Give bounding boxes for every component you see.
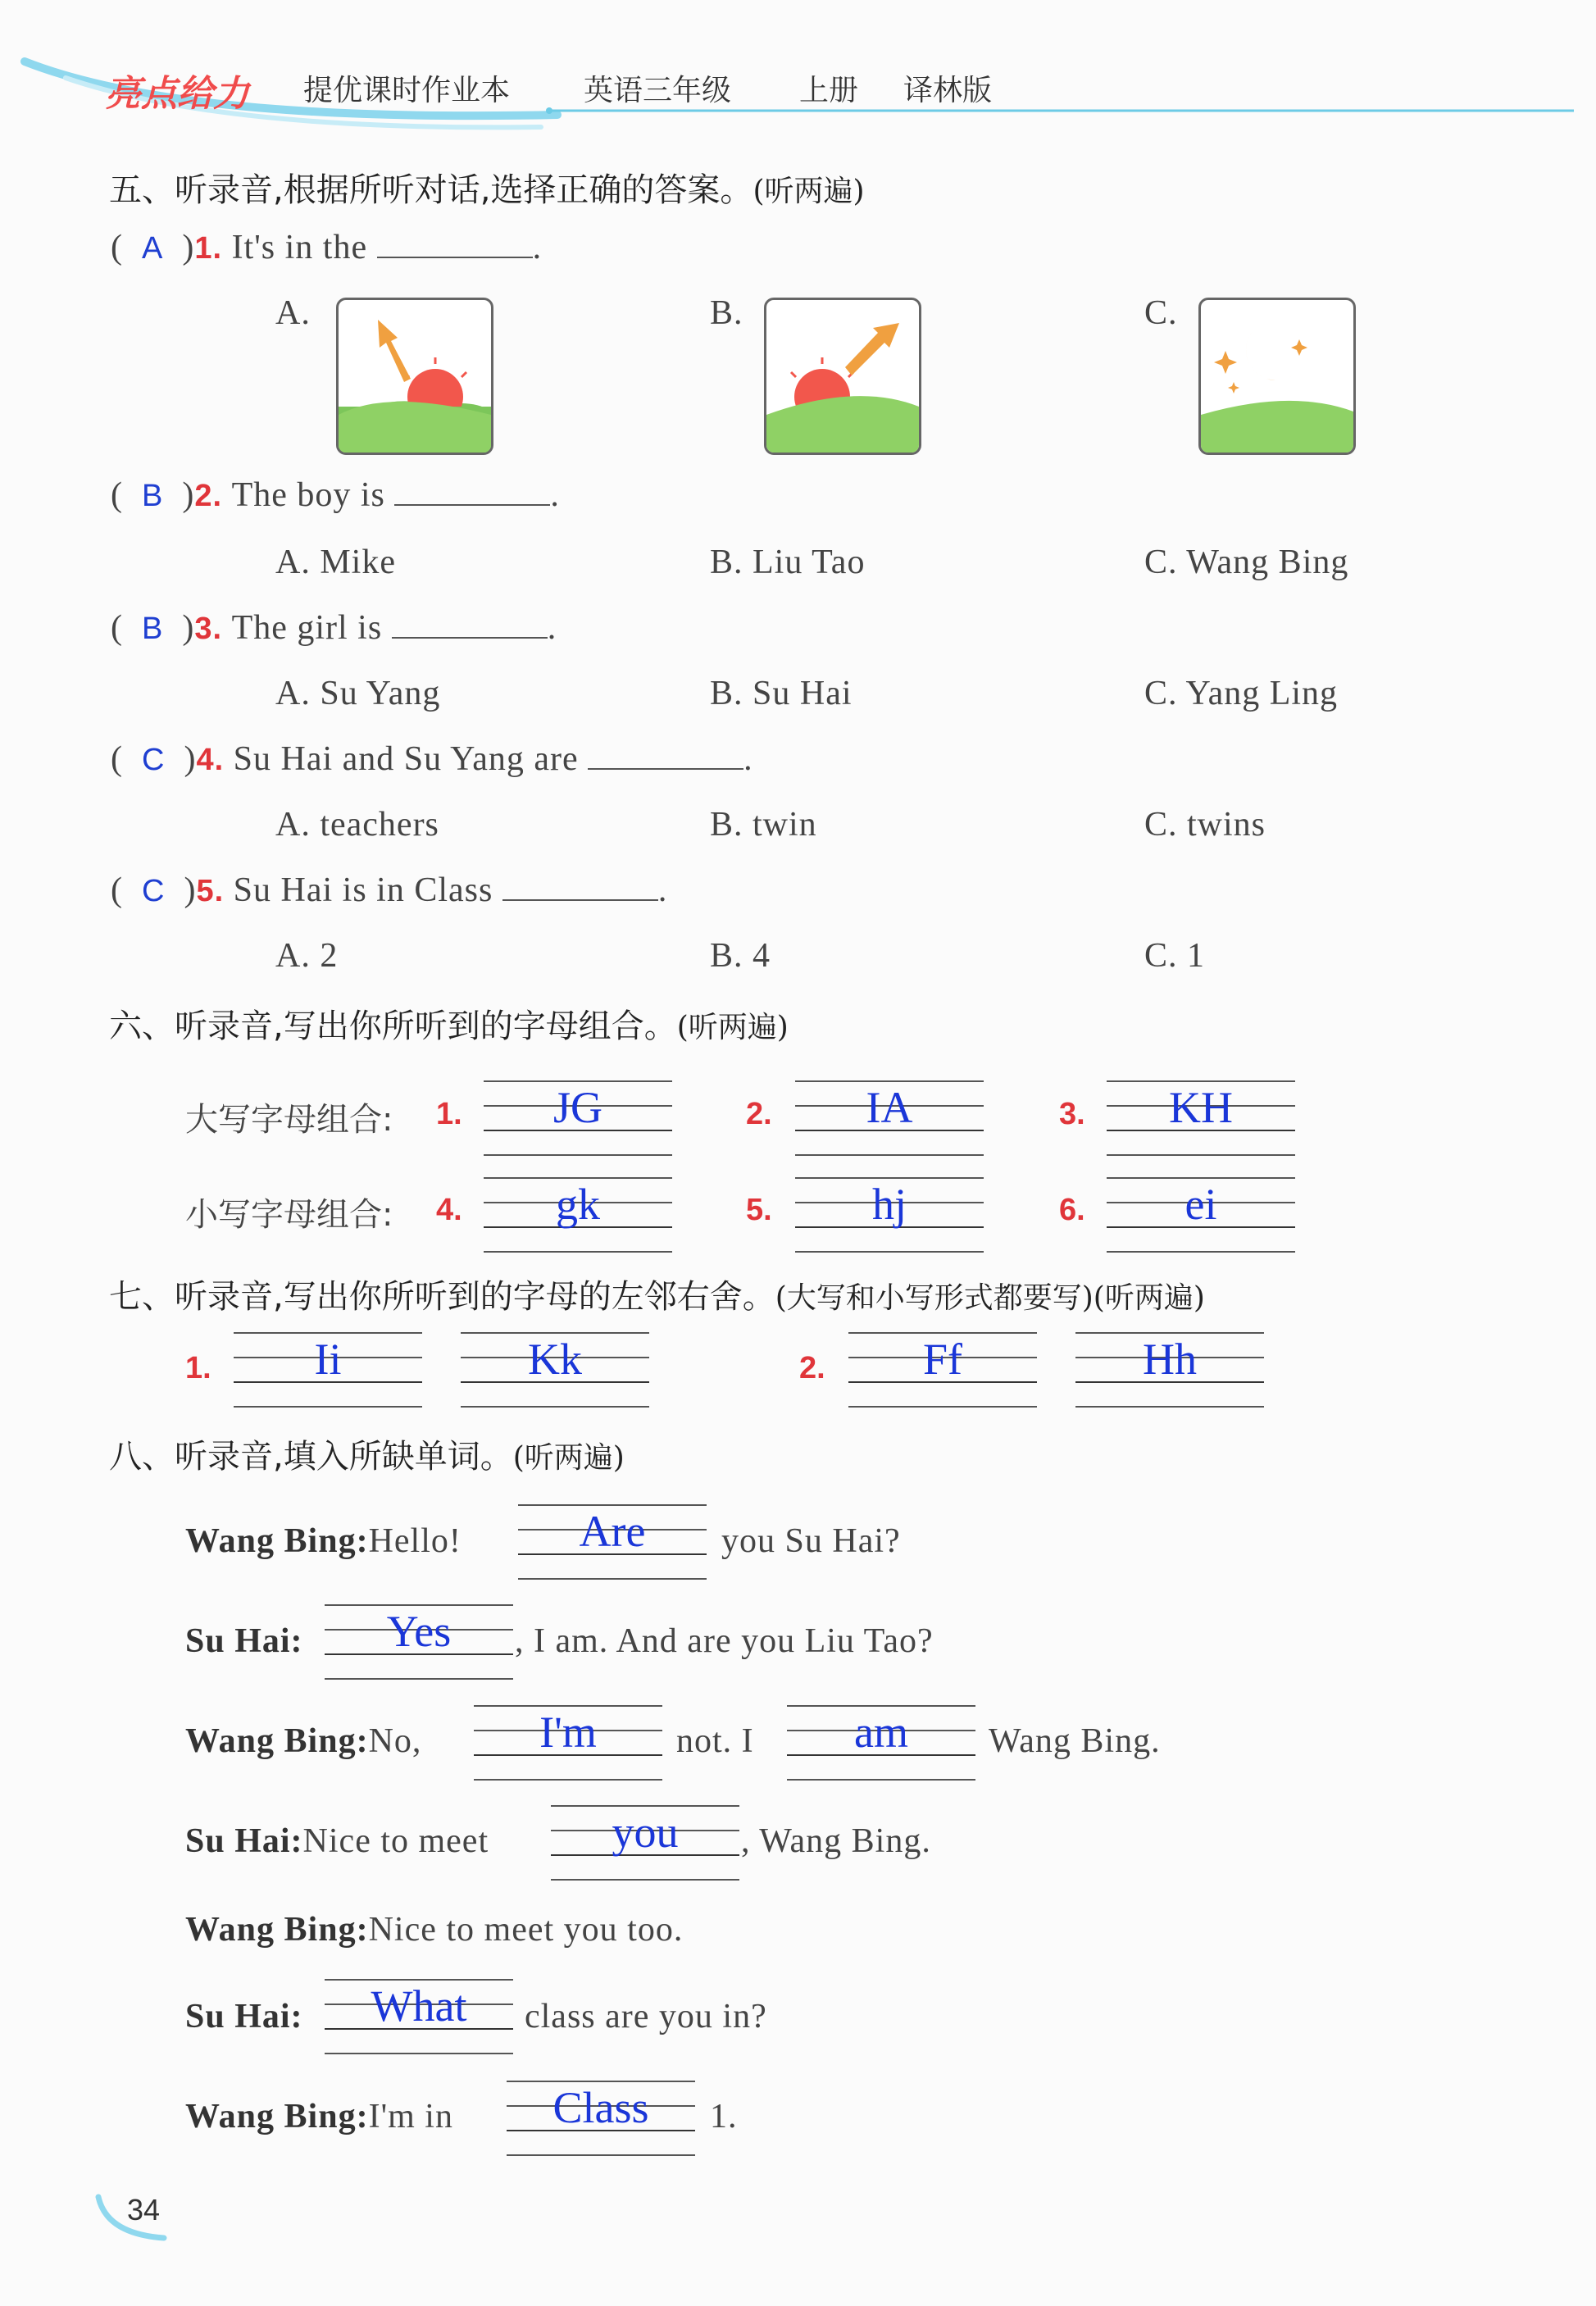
- speaker-3: Wang Bing:: [185, 1722, 369, 1760]
- answer-1: A: [142, 231, 164, 266]
- option-5c: C. 1: [1144, 937, 1206, 975]
- dialogue-answer-4: you: [612, 1808, 679, 1857]
- option-3c: C. Yang Ling: [1144, 675, 1339, 712]
- question-end-2: .: [550, 476, 560, 514]
- neighbor-right-2: Hh: [1143, 1335, 1197, 1384]
- speaker-7: Wang Bing:: [185, 2098, 369, 2135]
- question-3: ( B )3. The girl is .: [111, 609, 557, 647]
- option-1c: C.: [1144, 294, 1178, 332]
- option-2a: A. Mike: [275, 544, 396, 581]
- question-stem-2: The boy is: [231, 476, 385, 514]
- lowercase-label: 小写字母组合:: [185, 1196, 393, 1234]
- speaker-5: Wang Bing:: [185, 1911, 369, 1949]
- question-stem-1: It's in the: [231, 229, 368, 266]
- writing-lines-3[interactable]: [1107, 1080, 1295, 1156]
- writing-lines-4[interactable]: [484, 1177, 672, 1253]
- writing-lines-6[interactable]: [1107, 1177, 1295, 1253]
- item-number-6: 6.: [1059, 1193, 1085, 1227]
- dialogue-text-6b: class are you in?: [525, 1998, 767, 2035]
- section6-note: (听两遍): [676, 1011, 789, 1044]
- dialogue-blank-3[interactable]: [474, 1705, 662, 1781]
- item-number-1: 1.: [436, 1097, 462, 1131]
- moon-night-icon[interactable]: [1198, 298, 1356, 455]
- dialogue-answer-7: Class: [552, 2083, 649, 2132]
- answer-blank-1[interactable]: [377, 252, 533, 258]
- writing-lines-7-1-right[interactable]: [461, 1332, 649, 1408]
- dialogue-text-1a: Hello!: [368, 1522, 462, 1560]
- dialogue-answer-3b: am: [854, 1708, 908, 1757]
- written-answer-3: KH: [1169, 1083, 1233, 1132]
- option-3b: B. Su Hai: [710, 675, 853, 712]
- item-number-2: 2.: [746, 1097, 772, 1131]
- item7-number-1: 1.: [185, 1351, 211, 1385]
- section5-title: [109, 164, 865, 211]
- section5-note: (听两遍): [753, 175, 865, 208]
- brand-logo: 亮点给力: [105, 73, 249, 115]
- answer-blank-4[interactable]: [588, 763, 743, 770]
- dialogue-blank-2[interactable]: [325, 1604, 513, 1680]
- page-number: 34: [127, 2193, 161, 2226]
- dialogue-line-3: [185, 1722, 421, 1761]
- option-5b: B. 4: [710, 937, 771, 975]
- sunset-icon[interactable]: [764, 298, 921, 455]
- writing-lines-1[interactable]: [484, 1080, 672, 1156]
- writing-lines-7-2-right[interactable]: [1075, 1332, 1264, 1408]
- writing-lines-7-1-left[interactable]: [234, 1332, 422, 1408]
- question-number-2: 2.: [194, 479, 223, 513]
- dialogue-line-6: [185, 1997, 303, 2036]
- speaker-6: Su Hai:: [185, 1998, 303, 2035]
- question-end-5: .: [657, 871, 668, 909]
- section8-note: (听两遍): [512, 1441, 625, 1475]
- item-number-5: 5.: [746, 1193, 772, 1227]
- answer-2: B: [142, 479, 164, 513]
- option-5a: A. 2: [275, 937, 339, 975]
- section8-title-text: 八、听录音,填入所缺单词。: [109, 1438, 513, 1476]
- answer-3: B: [142, 612, 164, 646]
- dialogue-line-1: [185, 1521, 462, 1561]
- option-2b: B. Liu Tao: [710, 544, 866, 581]
- writing-lines-5[interactable]: [795, 1177, 984, 1253]
- speaker-1: Wang Bing:: [185, 1522, 369, 1560]
- option-4a: A. teachers: [275, 806, 439, 844]
- option-3a: A. Su Yang: [275, 675, 441, 712]
- volume-name: 上册: [799, 74, 859, 107]
- question-stem-5: Su Hai is in Class: [233, 871, 493, 909]
- dialogue-blank-3b[interactable]: [787, 1705, 975, 1781]
- section6-title-text: 六、听录音,写出你所听到的字母组合。: [109, 1007, 677, 1045]
- dialogue-line-4: [185, 1822, 489, 1861]
- question-number-4: 4.: [196, 743, 225, 777]
- edition-name: 译林版: [903, 74, 993, 107]
- question-number-1: 1.: [194, 231, 223, 266]
- answer-blank-3[interactable]: [392, 632, 548, 639]
- option-4c: C. twins: [1144, 806, 1266, 844]
- dialogue-text-4a: Nice to meet: [302, 1822, 489, 1860]
- question-number-5: 5.: [196, 874, 225, 908]
- section5-title-text: 五、听录音,根据所听对话,选择正确的答案。: [109, 171, 753, 209]
- option-4b: B. twin: [710, 806, 817, 844]
- sunrise-icon[interactable]: [336, 298, 493, 455]
- question-4: ( C )4. Su Hai and Su Yang are .: [111, 740, 753, 778]
- dialogue-blank-1[interactable]: [518, 1504, 707, 1580]
- answer-5: C: [142, 874, 166, 908]
- written-answer-1: JG: [552, 1083, 602, 1132]
- writing-lines-7-2-left[interactable]: [848, 1332, 1037, 1408]
- question-number-3: 3.: [194, 612, 223, 646]
- dialogue-text-7a: I'm in: [368, 2098, 453, 2135]
- written-answer-6: ei: [1184, 1180, 1217, 1229]
- series-name: 提优课时作业本: [303, 74, 511, 107]
- item7-number-2: 2.: [799, 1351, 825, 1385]
- dialogue-answer-1: Are: [579, 1507, 646, 1556]
- answer-blank-5[interactable]: [502, 894, 658, 901]
- question-5: ( C )5. Su Hai is in Class .: [111, 871, 668, 909]
- question-2: ( B )2. The boy is .: [111, 476, 560, 514]
- neighbor-left-2: Ff: [922, 1335, 962, 1384]
- option-1a: A.: [275, 294, 311, 332]
- dialogue-text-2b: , I am. And are you Liu Tao?: [515, 1622, 934, 1660]
- section7-title: [109, 1271, 1205, 1317]
- section7-title-text: 七、听录音,写出你所听到的字母的左邻右舍。: [109, 1278, 775, 1316]
- written-answer-4: gk: [556, 1180, 600, 1229]
- written-answer-5: hj: [871, 1180, 907, 1229]
- option-2c: C. Wang Bing: [1144, 544, 1349, 581]
- section8-title: [109, 1430, 625, 1477]
- question-end-1: .: [532, 229, 543, 266]
- item-number-3: 3.: [1059, 1097, 1085, 1131]
- dialogue-line-5: [185, 1910, 683, 1949]
- uppercase-label: 大写字母组合:: [185, 1101, 393, 1139]
- writing-lines-2[interactable]: [795, 1080, 984, 1156]
- dialogue-answer-6: What: [371, 1981, 467, 2031]
- section6-title: [109, 1000, 789, 1047]
- dialogue-blank-4[interactable]: [551, 1805, 739, 1881]
- question-1: ( A )1. It's in the .: [111, 229, 543, 266]
- answer-4: C: [142, 743, 166, 777]
- question-stem-3: The girl is: [231, 609, 383, 647]
- question-end-3: .: [547, 609, 557, 647]
- dialogue-text-7b: 1.: [710, 2098, 738, 2135]
- option-1b: B.: [710, 294, 743, 332]
- dialogue-line-7: [185, 2097, 453, 2136]
- section7-note: (大写和小写形式都要写)(听两遍): [775, 1281, 1205, 1315]
- item-number-4: 4.: [436, 1193, 462, 1227]
- neighbor-left-1: Ii: [314, 1335, 342, 1384]
- dialogue-answer-2: Yes: [386, 1607, 452, 1656]
- dialogue-text-3c: Wang Bing.: [989, 1722, 1161, 1760]
- dialogue-text-3b: not. I: [676, 1722, 754, 1760]
- written-answer-2: IA: [866, 1083, 913, 1132]
- dialogue-line-2: [185, 1621, 303, 1661]
- neighbor-right-1: Kk: [528, 1335, 582, 1384]
- dialogue-answer-3: I'm: [539, 1708, 597, 1757]
- speaker-4: Su Hai:: [185, 1822, 303, 1860]
- question-stem-4: Su Hai and Su Yang are: [233, 740, 579, 778]
- dialogue-text-1b: you Su Hai?: [721, 1522, 901, 1560]
- answer-blank-2[interactable]: [394, 499, 550, 506]
- dialogue-text-4b: , Wang Bing.: [741, 1822, 931, 1860]
- dialogue-text-3a: No,: [368, 1722, 422, 1760]
- speaker-2: Su Hai:: [185, 1622, 303, 1660]
- dialogue-text-5a: Nice to meet you too.: [368, 1911, 684, 1949]
- subject-name: 英语三年级: [584, 74, 732, 107]
- question-end-4: .: [743, 740, 753, 778]
- dialogue-blank-7[interactable]: [507, 2081, 695, 2156]
- dialogue-blank-6[interactable]: [325, 1979, 513, 2054]
